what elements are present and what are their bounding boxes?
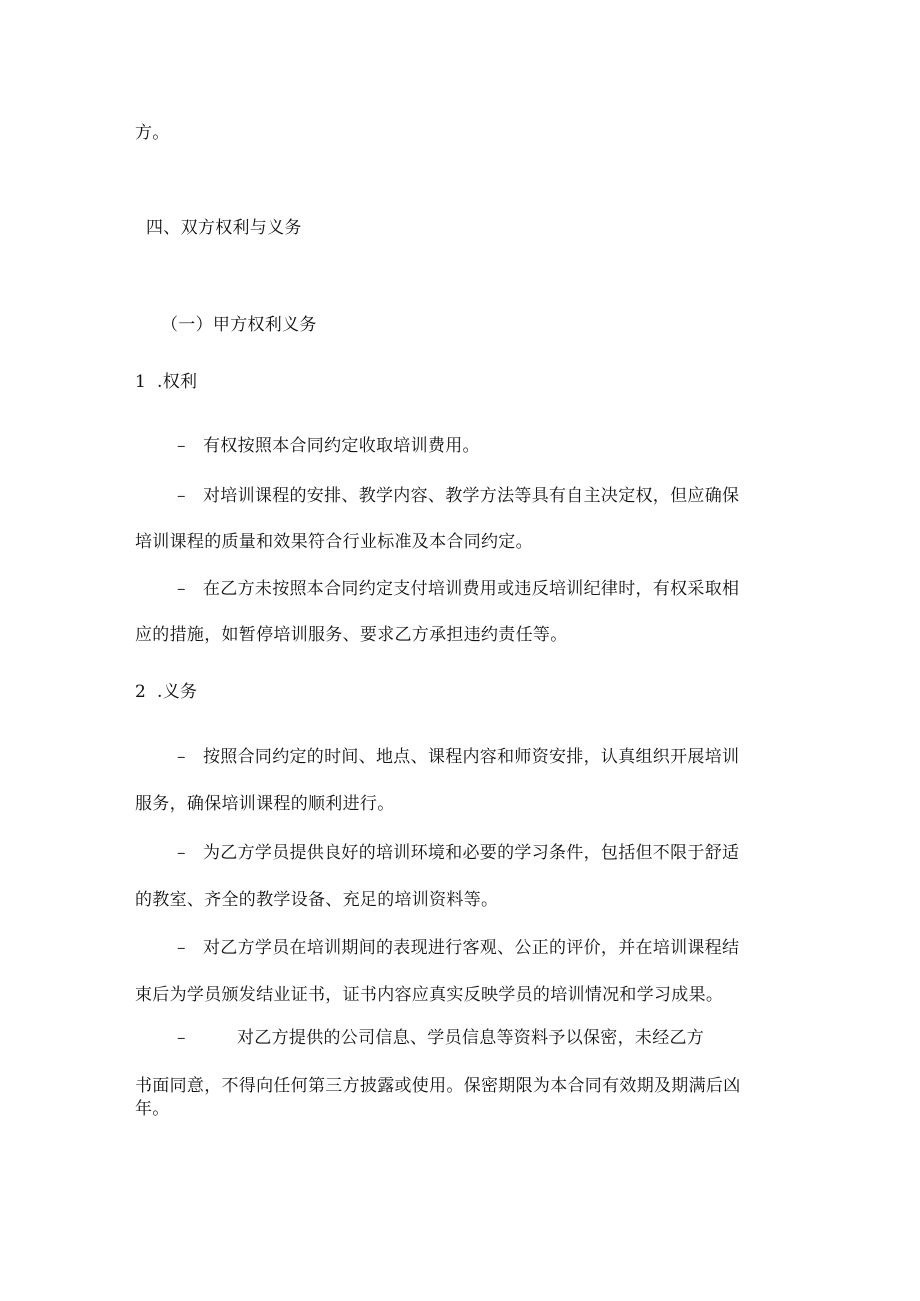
dash-bullet: – bbox=[177, 938, 186, 958]
list-number: 2 bbox=[135, 682, 147, 702]
text: 应的措施，如暂停培训服务、要求乙方承担违约责任等。 bbox=[135, 625, 568, 645]
text: 的教室、齐全的教学设备、充足的培训资料等。 bbox=[135, 890, 499, 910]
list-heading-text: 义务 bbox=[162, 682, 198, 702]
list-item bbox=[177, 746, 739, 768]
text: 束后为学员颁发结业证书，证书内容应真实反映学员的培训情况和学习成果。 bbox=[135, 985, 724, 1005]
text: 书面同意，不得向任何第三方披露或使用。保密期限为本合同有效期及期满后凶 bbox=[135, 1076, 741, 1096]
list-item-continuation bbox=[135, 984, 723, 1006]
list-heading bbox=[135, 681, 197, 703]
list-item-continuation bbox=[135, 1075, 741, 1097]
list-item-text: 在乙方未按照本合同约定支付培训费用或违反培训纪律时，有权采取相 bbox=[203, 579, 740, 599]
list-item bbox=[177, 578, 739, 600]
dash-bullet: – bbox=[177, 436, 186, 456]
dash-bullet: – bbox=[177, 579, 186, 599]
dash-bullet: – bbox=[177, 843, 186, 863]
text: 培训课程的质量和效果符合行业标准及本合同约定。 bbox=[135, 532, 533, 552]
dash-bullet: – bbox=[177, 1028, 186, 1048]
list-heading bbox=[135, 371, 197, 393]
section-heading bbox=[146, 217, 302, 239]
dash-bullet: – bbox=[177, 747, 186, 767]
list-item bbox=[177, 485, 739, 507]
text: 年。 bbox=[135, 1099, 170, 1119]
heading-text: 四、双方权利与义务 bbox=[146, 218, 302, 238]
list-item-text: 按照合同约定的时间、地点、课程内容和师资安排，认真组织开展培训 bbox=[203, 747, 740, 767]
subsection-heading bbox=[161, 314, 317, 336]
list-item bbox=[177, 435, 480, 457]
list-item bbox=[177, 1027, 704, 1049]
list-item-text: 对乙方学员在培训期间的表现进行客观、公正的评价，并在培训课程结 bbox=[203, 938, 740, 958]
dash-bullet: – bbox=[177, 486, 186, 506]
list-dot: . bbox=[157, 682, 163, 702]
list-number: 1 bbox=[135, 372, 147, 392]
list-item-text: 有权按照本合同约定收取培训费用。 bbox=[203, 436, 480, 456]
text: 服务，确保培训课程的顺利进行。 bbox=[135, 794, 395, 814]
list-dot: . bbox=[157, 372, 163, 392]
paragraph-line bbox=[135, 122, 170, 144]
list-item bbox=[177, 937, 739, 959]
list-item-continuation bbox=[135, 1098, 170, 1120]
text: 方。 bbox=[135, 123, 170, 143]
heading-text: （一）甲方权利义务 bbox=[161, 315, 317, 335]
list-item-continuation bbox=[135, 889, 498, 911]
list-item-continuation bbox=[135, 793, 395, 815]
list-item-text: 为乙方学员提供良好的培训环境和必要的学习条件，包括但不限于舒适 bbox=[203, 843, 740, 863]
list-item bbox=[177, 842, 739, 864]
list-item-text: 对培训课程的安排、教学内容、教学方法等具有自主决定权，但应确保 bbox=[203, 486, 740, 506]
list-item-continuation bbox=[135, 531, 533, 553]
list-item-continuation bbox=[135, 624, 568, 646]
list-item-text: 对乙方提供的公司信息、学员信息等资料予以保密，未经乙方 bbox=[237, 1028, 705, 1048]
list-heading-text: 权利 bbox=[162, 372, 198, 392]
